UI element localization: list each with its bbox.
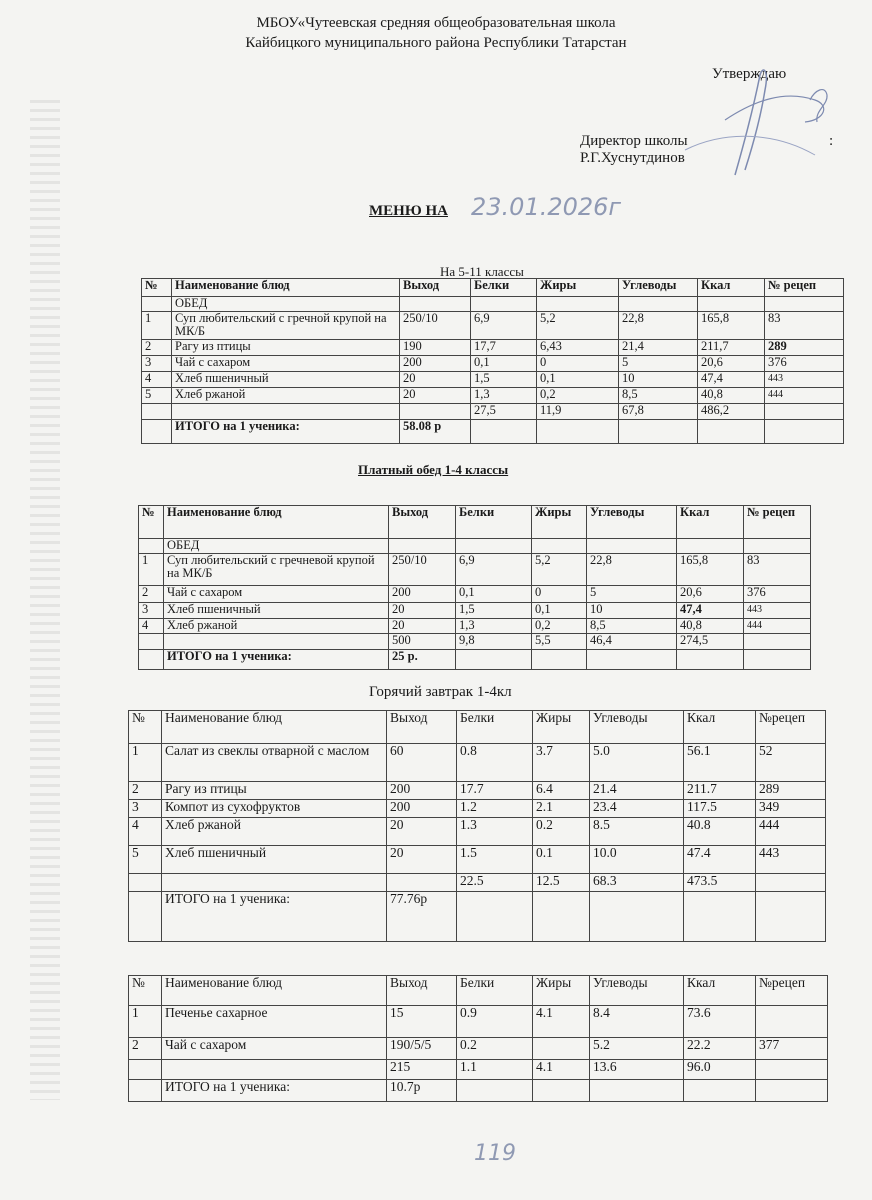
itogo-label: ИТОГО на 1 ученика:: [164, 650, 389, 670]
cell: 20: [387, 846, 457, 874]
cell: Чай с сахаром: [172, 356, 400, 372]
col-fat: Жиры: [532, 506, 587, 539]
section1-caption: На 5-11 классы: [440, 264, 524, 279]
cell: 9,8: [456, 634, 532, 650]
meal-label: ОБЕД: [172, 297, 400, 312]
col-dish: Наименование блюд: [172, 279, 400, 297]
col-dish: Наименование блюд: [162, 976, 387, 1006]
table-header-row: [129, 711, 826, 744]
cell: Чай с сахаром: [164, 586, 389, 603]
table-row: [129, 846, 826, 874]
cell: 200: [389, 586, 456, 603]
cell: 20,6: [677, 586, 744, 603]
cell: Суп любительский с гречной крупой на МК/Б: [172, 312, 400, 340]
meal-label: ОБЕД: [164, 539, 389, 554]
meal-row: [139, 539, 811, 554]
cell: 20: [387, 818, 457, 846]
cell: 5.2: [590, 1038, 684, 1060]
cell: Хлеб ржаной: [172, 388, 400, 404]
cell: 443: [744, 603, 811, 619]
cell: 20: [389, 619, 456, 634]
cell: 486,2: [698, 404, 765, 420]
cell: 52: [756, 744, 826, 782]
table-row: [129, 1038, 828, 1060]
cell: 8.4: [590, 1006, 684, 1038]
cell: 117.5: [684, 800, 756, 818]
table-row: [129, 800, 826, 818]
cell: 1,3: [456, 619, 532, 634]
approve-label: Утверждаю: [712, 66, 787, 82]
cell: 211,7: [698, 340, 765, 356]
cell: 165,8: [677, 554, 744, 586]
cell: 40,8: [698, 388, 765, 404]
cell: 20: [400, 388, 471, 404]
cell: 473.5: [684, 874, 756, 892]
table-row: [129, 744, 826, 782]
table-row: [129, 818, 826, 846]
cell: 200: [387, 782, 457, 800]
table-row: [142, 372, 844, 388]
cell: 200: [387, 800, 457, 818]
cell: 40,8: [677, 619, 744, 634]
cell: [756, 1006, 828, 1038]
cell: 1: [142, 312, 172, 340]
col-protein: Белки: [457, 711, 533, 744]
cell: 47.4: [684, 846, 756, 874]
cell: 3.7: [533, 744, 590, 782]
cell: 5: [129, 846, 162, 874]
cell: 83: [765, 312, 844, 340]
cell: 20: [400, 372, 471, 388]
director-signature: [665, 60, 845, 190]
itogo-value: 25 р.: [389, 650, 456, 670]
table-row: [142, 356, 844, 372]
cell: 11,9: [537, 404, 619, 420]
col-number: №: [129, 976, 162, 1006]
col-number: №: [129, 711, 162, 744]
cell: Салат из свеклы отварной с маслом: [162, 744, 387, 782]
table-row: [129, 782, 826, 800]
cell: 3: [142, 356, 172, 372]
cell: 13.6: [590, 1060, 684, 1080]
col-protein: Белки: [471, 279, 537, 297]
cell: 56.1: [684, 744, 756, 782]
cell: 4: [129, 818, 162, 846]
table-row: [139, 554, 811, 586]
cell: 200: [400, 356, 471, 372]
cell: 8,5: [619, 388, 698, 404]
table-row: [139, 619, 811, 634]
cell: 5,2: [532, 554, 587, 586]
col-fat: Жиры: [533, 976, 590, 1006]
cell: Хлеб пшеничный: [162, 846, 387, 874]
cell: 215: [387, 1060, 457, 1080]
cell: 17.7: [457, 782, 533, 800]
cell: 211.7: [684, 782, 756, 800]
itogo-value: 77.76р: [387, 892, 457, 942]
col-output: Выход: [400, 279, 471, 297]
itogo-value: 58.08 р: [400, 420, 471, 444]
cell: 1.5: [457, 846, 533, 874]
cell: 0: [532, 586, 587, 603]
cell: 4: [139, 619, 164, 634]
cell: 0.9: [457, 1006, 533, 1038]
cell: 500: [389, 634, 456, 650]
col-carbs: Углеводы: [590, 976, 684, 1006]
table-row: [142, 340, 844, 356]
cell: 0.2: [457, 1038, 533, 1060]
cell: 60: [387, 744, 457, 782]
cell: 376: [765, 356, 844, 372]
cell: 1.1: [457, 1060, 533, 1080]
col-kcal: Ккал: [684, 976, 756, 1006]
cell: 0,1: [456, 586, 532, 603]
cell: 289: [765, 340, 844, 356]
totals-row: [142, 404, 844, 420]
cell: 96.0: [684, 1060, 756, 1080]
cell: 2: [139, 586, 164, 603]
section3-caption: Горячий завтрак 1-4кл: [369, 684, 512, 700]
cell: 4.1: [533, 1006, 590, 1038]
cell: 289: [756, 782, 826, 800]
cell: 0,1: [471, 356, 537, 372]
menu-table-4: [128, 975, 828, 1102]
cell: 376: [744, 586, 811, 603]
itogo-row: [139, 650, 811, 670]
cell: 83: [744, 554, 811, 586]
menu-table-1: [141, 278, 844, 444]
meal-row: [142, 297, 844, 312]
cell: 3: [139, 603, 164, 619]
cell: 40.8: [684, 818, 756, 846]
cell: 2: [142, 340, 172, 356]
menu-table-3: [128, 710, 826, 942]
cell: 73.6: [684, 1006, 756, 1038]
cell: 1,5: [456, 603, 532, 619]
cell: 0,2: [537, 388, 619, 404]
cell: 0.1: [533, 846, 590, 874]
cell: 1: [139, 554, 164, 586]
cell: Рагу из птицы: [162, 782, 387, 800]
col-dish: Наименование блюд: [162, 711, 387, 744]
col-protein: Белки: [457, 976, 533, 1006]
cell: 274,5: [677, 634, 744, 650]
cell: 12.5: [533, 874, 590, 892]
director-title: Директор школы: [580, 133, 688, 149]
totals-row: [129, 1060, 828, 1080]
totals-row: [139, 634, 811, 650]
cell: 6,9: [456, 554, 532, 586]
col-carbs: Углеводы: [590, 711, 684, 744]
cell: 0,2: [532, 619, 587, 634]
cell: Суп любительский с гречневой крупой на МК/Б: [164, 554, 389, 586]
cell: 6,9: [471, 312, 537, 340]
cell: 0: [537, 356, 619, 372]
cell: 68.3: [590, 874, 684, 892]
col-carbs: Углеводы: [619, 279, 698, 297]
cell: [533, 1038, 590, 1060]
table-row: [139, 586, 811, 603]
cell: 4: [142, 372, 172, 388]
cell: Рагу из птицы: [172, 340, 400, 356]
cell: 250/10: [400, 312, 471, 340]
cell: 2: [129, 782, 162, 800]
col-recipe: №рецеп: [756, 711, 826, 744]
scan-artifact: [30, 100, 60, 1100]
cell: Чай с сахаром: [162, 1038, 387, 1060]
cell: 5,2: [537, 312, 619, 340]
itogo-row: [142, 420, 844, 444]
cell: 22,8: [619, 312, 698, 340]
itogo-value: 10.7р: [387, 1080, 457, 1102]
cell: 27,5: [471, 404, 537, 420]
cell: Хлеб пшеничный: [164, 603, 389, 619]
cell: 444: [765, 388, 844, 404]
cell: 444: [744, 619, 811, 634]
cell: 444: [756, 818, 826, 846]
cell: 67,8: [619, 404, 698, 420]
cell: 22,8: [587, 554, 677, 586]
cell: 190/5/5: [387, 1038, 457, 1060]
cell: 21.4: [590, 782, 684, 800]
cell: 1: [129, 1006, 162, 1038]
menu-date: 23.01.2026г: [471, 193, 622, 221]
cell: 15: [387, 1006, 457, 1038]
cell: 23.4: [590, 800, 684, 818]
col-output: Выход: [387, 976, 457, 1006]
itogo-label: ИТОГО на 1 ученика:: [162, 892, 387, 942]
col-fat: Жиры: [533, 711, 590, 744]
cell: 2.1: [533, 800, 590, 818]
cell: 5.0: [590, 744, 684, 782]
cell: 6.4: [533, 782, 590, 800]
cell: 22.2: [684, 1038, 756, 1060]
cell: 5: [619, 356, 698, 372]
cell: 5: [142, 388, 172, 404]
itogo-row: [129, 892, 826, 942]
cell: Хлеб ржаной: [164, 619, 389, 634]
col-kcal: Ккал: [684, 711, 756, 744]
col-output: Выход: [389, 506, 456, 539]
cell: 1.2: [457, 800, 533, 818]
cell: Хлеб пшеничный: [172, 372, 400, 388]
col-recipe: №рецеп: [756, 976, 828, 1006]
menu-table-2: [138, 505, 811, 670]
page-number: 119: [474, 1141, 516, 1166]
cell: 0,1: [537, 372, 619, 388]
col-kcal: Ккал: [698, 279, 765, 297]
cell: 377: [756, 1038, 828, 1060]
menu-title: МЕНЮ НА: [369, 203, 448, 219]
col-recipe: № рецеп: [744, 506, 811, 539]
cell: 10: [619, 372, 698, 388]
cell: 1.3: [457, 818, 533, 846]
col-recipe: № рецеп: [765, 279, 844, 297]
org-line-1: МБОУ«Чутеевская средняя общеобразовательная школа: [256, 15, 616, 31]
cell: 10.0: [590, 846, 684, 874]
cell: 8,5: [587, 619, 677, 634]
itogo-label: ИТОГО на 1 ученика:: [162, 1080, 387, 1102]
cell: 1,3: [471, 388, 537, 404]
cell: 46,4: [587, 634, 677, 650]
cell: 443: [756, 846, 826, 874]
itogo-row: [129, 1080, 828, 1102]
cell: 5: [587, 586, 677, 603]
cell: 1,5: [471, 372, 537, 388]
cell: 10: [587, 603, 677, 619]
totals-row: [129, 874, 826, 892]
cell: 165,8: [698, 312, 765, 340]
table-header-row: [142, 279, 844, 297]
itogo-label: ИТОГО на 1 ученика:: [172, 420, 400, 444]
org-line-2: Кайбицкого муниципального района Республики Татарстан: [245, 35, 627, 51]
table-row: [142, 312, 844, 340]
cell: 349: [756, 800, 826, 818]
table-header-row: [139, 506, 811, 539]
cell: 0.8: [457, 744, 533, 782]
col-output: Выход: [387, 711, 457, 744]
cell: 47,4: [698, 372, 765, 388]
cell: 1: [129, 744, 162, 782]
cell: 21,4: [619, 340, 698, 356]
cell: 190: [400, 340, 471, 356]
col-dish: Наименование блюд: [164, 506, 389, 539]
cell: Компот из сухофруктов: [162, 800, 387, 818]
cell: Хлеб ржаной: [162, 818, 387, 846]
cell: 6,43: [537, 340, 619, 356]
table-row: [139, 603, 811, 619]
col-number: №: [142, 279, 172, 297]
col-protein: Белки: [456, 506, 532, 539]
table-row: [129, 1006, 828, 1038]
colon-mark: :: [829, 133, 834, 149]
cell: 20,6: [698, 356, 765, 372]
cell: 250/10: [389, 554, 456, 586]
cell: 20: [389, 603, 456, 619]
cell: 0.2: [533, 818, 590, 846]
cell: 5,5: [532, 634, 587, 650]
director-name: Р.Г.Хуснутдинов: [580, 150, 685, 166]
cell: 4.1: [533, 1060, 590, 1080]
section2-caption: Платный обед 1-4 классы: [358, 462, 509, 477]
cell: 443: [765, 372, 844, 388]
table-row: [142, 388, 844, 404]
cell: 22.5: [457, 874, 533, 892]
cell: 2: [129, 1038, 162, 1060]
cell: 47,4: [677, 603, 744, 619]
cell: Печенье сахарное: [162, 1006, 387, 1038]
col-carbs: Углеводы: [587, 506, 677, 539]
cell: 17,7: [471, 340, 537, 356]
cell: 8.5: [590, 818, 684, 846]
cell: 0,1: [532, 603, 587, 619]
col-number: №: [139, 506, 164, 539]
col-kcal: Ккал: [677, 506, 744, 539]
cell: 3: [129, 800, 162, 818]
col-fat: Жиры: [537, 279, 619, 297]
table-header-row: [129, 976, 828, 1006]
